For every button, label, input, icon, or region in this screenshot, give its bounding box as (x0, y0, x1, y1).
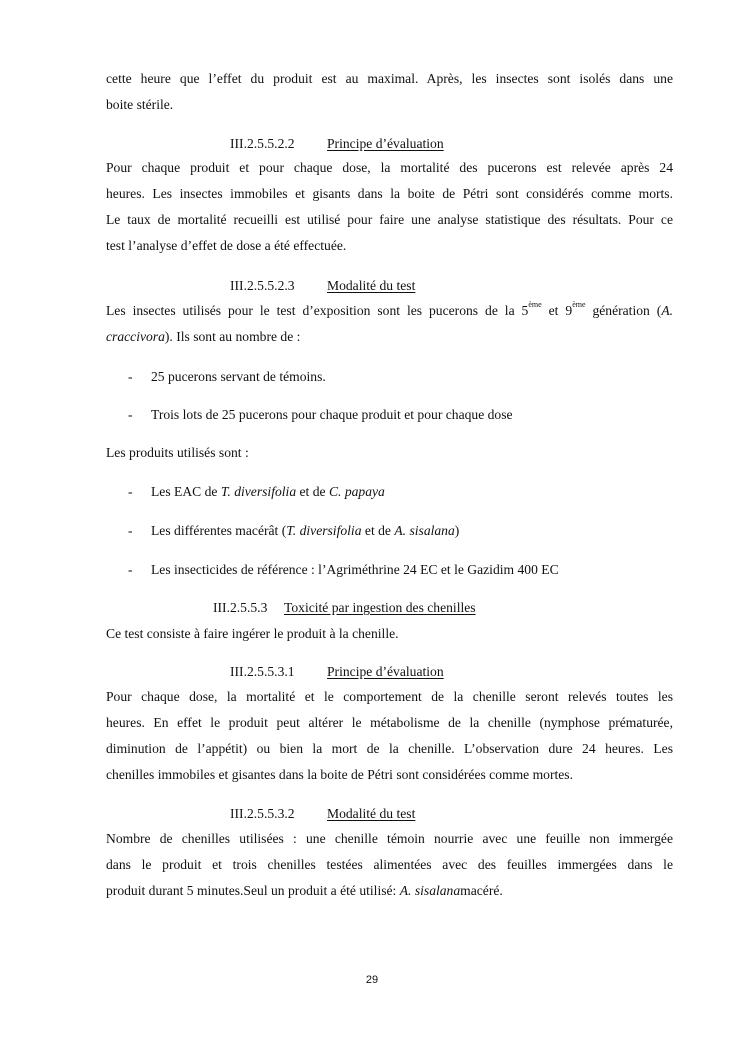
list-dash: - (128, 369, 133, 384)
text-line: chenilles immobiles et gisantes dans la boite de Pétri sont considérées comme mortes. (106, 767, 573, 782)
page-number: 29 (365, 974, 379, 986)
section-heading (213, 598, 476, 618)
heading-number: III.2.5.5.3.1 (230, 664, 295, 679)
heading-title: Principe d’évaluation (327, 664, 444, 679)
text-line: Pour chaque dose, la mortalité et le comportement de la chenille seront relevés toutes les (106, 689, 673, 704)
text-line (106, 298, 673, 324)
text-run: produit durant 5 minutes.Seul un produit a été utilisé: (106, 883, 400, 898)
list-item-text: Les insecticides de référence : l’Agriméthrine 24 EC et le Gazidim 400 EC (151, 562, 559, 577)
list-dash: - (128, 407, 133, 422)
heading-title: Modalité du test (327, 806, 416, 821)
text-line: heures. Les insectes immobiles et gisants dans la boite de Pétri sont considérés comme morts. (106, 186, 673, 201)
heading-number: III.2.5.5.3 (213, 600, 268, 615)
superscript: ème (528, 300, 542, 310)
text-line: dans le produit et trois chenilles testées alimentées avec des feuilles immergées dans le (106, 857, 673, 872)
text-run: ) (454, 523, 460, 538)
superscript: ème (572, 300, 586, 310)
text-line: diminution de l’appétit) ou bien la mort de la chenille. L’observation dure 24 heures. Les (106, 741, 673, 756)
text-line: heures. En effet le produit peut altérer le métabolisme de la chenille (nymphose prématurée, (106, 715, 673, 730)
text-line (106, 324, 673, 350)
list-item (128, 521, 459, 541)
italic-text: A. (661, 303, 674, 318)
list-item (128, 560, 559, 580)
text-run: Les EAC de (151, 484, 221, 499)
text-line: test l’analyse d’effet de dose a été effectuée. (106, 238, 347, 253)
italic-text: A. sisalana (399, 883, 461, 898)
heading-number: III.2.5.5.2.3 (230, 278, 295, 293)
heading-title: Toxicité par ingestion des chenilles (284, 600, 476, 615)
paragraph-modalite (106, 298, 673, 350)
list-dash: - (128, 523, 133, 538)
italic-text: A. sisalana (394, 523, 455, 538)
list-dash: - (128, 484, 133, 499)
paragraph-continuation (106, 66, 673, 118)
text-line: Le taux de mortalité recueilli est utilisé pour faire une analyse statistique des résultats. Pour ce (106, 212, 673, 227)
list-dash: - (128, 562, 133, 577)
section-heading (230, 662, 444, 682)
text-run: et 9 (541, 303, 573, 318)
list-item-text: Trois lots de 25 pucerons pour chaque produit et pour chaque dose (151, 407, 513, 422)
text-run: et de (361, 523, 395, 538)
section-heading (230, 276, 415, 296)
italic-text: craccivora (106, 329, 165, 344)
text-run: génération ( (585, 303, 662, 318)
heading-title: Principe d’évaluation (327, 136, 444, 151)
list-item (128, 482, 385, 502)
text-line (106, 878, 673, 904)
section-heading (230, 134, 444, 154)
heading-number: III.2.5.5.3.2 (230, 806, 295, 821)
text-run: et de (296, 484, 329, 499)
italic-text: T. diversifolia (286, 523, 362, 538)
text-line: boite stérile. (106, 97, 174, 112)
list-item (128, 405, 513, 425)
italic-text: C. papaya (328, 484, 385, 499)
text-run: Les insectes utilisés pour le test d’exposition sont les pucerons de la 5 (106, 303, 529, 318)
paragraph-evaluation (106, 155, 673, 259)
text-run: Les différentes macérât ( (151, 523, 287, 538)
text-line: cette heure que l’effet du produit est au maximal. Après, les insectes sont isolés dans une (106, 71, 673, 86)
paragraph-evaluation-chenille (106, 684, 673, 788)
list-item (128, 367, 326, 387)
list-item-text: 25 pucerons servant de témoins. (151, 369, 326, 384)
text-line: Nombre de chenilles utilisées : une chenille témoin nourrie avec une feuille non immergée (106, 831, 673, 846)
heading-title: Modalité du test (327, 278, 416, 293)
italic-text: T. diversifolia (220, 484, 297, 499)
paragraph-produits: Les produits utilisés sont : (106, 445, 249, 460)
text-line: Pour chaque produit et pour chaque dose, la mortalité des pucerons est relevée après 24 (106, 160, 673, 175)
paragraph-modalite-chenille (106, 826, 673, 904)
paragraph-ingestion: Ce test consiste à faire ingérer le produit à la chenille. (106, 626, 399, 641)
section-heading (230, 804, 415, 824)
text-run: ). Ils sont au nombre de : (164, 329, 301, 344)
heading-number: III.2.5.5.2.2 (230, 136, 295, 151)
text-run: macéré. (460, 883, 503, 898)
